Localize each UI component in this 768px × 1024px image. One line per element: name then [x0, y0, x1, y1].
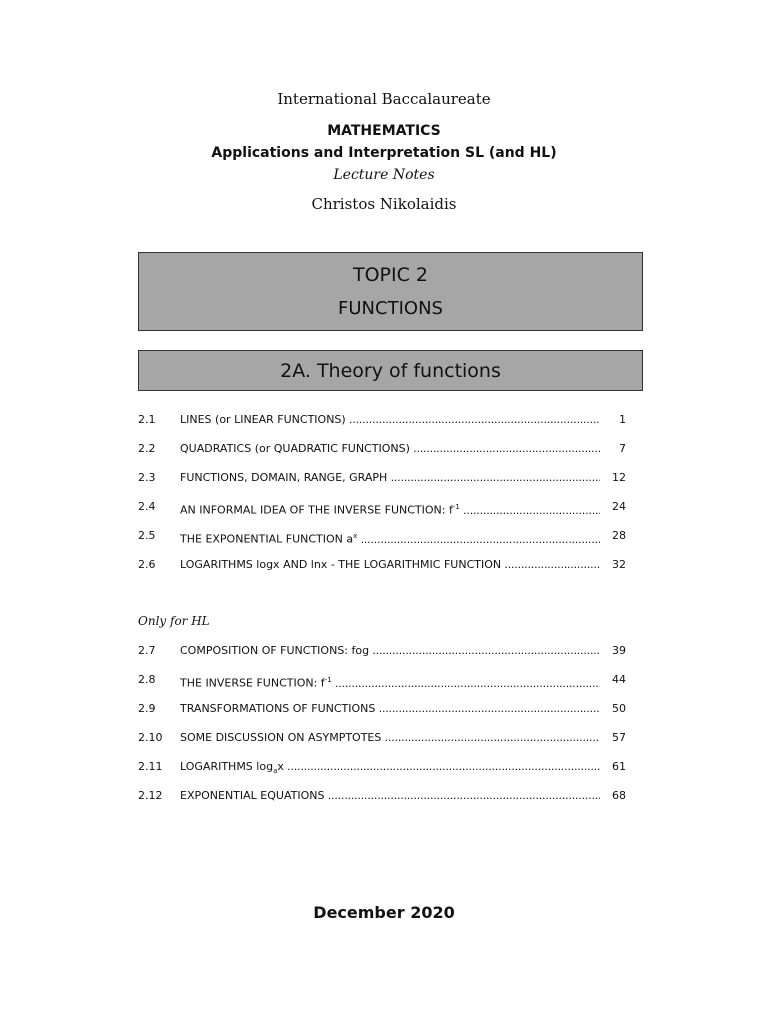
toc-entry-title	[180, 442, 600, 456]
toc-entry-title	[180, 644, 600, 658]
toc-entry-title-text: THE INVERSE FUNCTION: f	[180, 676, 325, 690]
toc-entry-number: 2.4	[138, 500, 156, 513]
toc-entry	[138, 702, 626, 731]
toc-entry-number: 2.7	[138, 644, 156, 657]
toc-entry-title-suffix: x	[277, 760, 284, 773]
toc-entry-page: 44	[612, 673, 626, 686]
toc-entry-title	[180, 558, 600, 572]
toc-entry-page: 28	[612, 529, 626, 542]
toc-entry-page: 61	[612, 760, 626, 773]
institution-name: International Baccalaureate	[277, 90, 491, 108]
toc-entry-number: 2.8	[138, 673, 156, 686]
toc-entry	[138, 413, 626, 442]
toc-entry-title	[180, 760, 600, 778]
toc-entry-page: 57	[612, 731, 626, 744]
toc-entry-title-text: QUADRATICS (or QUADRATIC FUNCTIONS)	[180, 442, 410, 455]
toc-entry-number: 2.3	[138, 471, 156, 484]
toc-entry-title	[180, 471, 600, 485]
course-title: Applications and Interpretation SL (and HL)	[211, 145, 557, 161]
toc-hl	[138, 644, 626, 818]
toc-entry-page: 50	[612, 702, 626, 715]
toc-entry-number: 2.9	[138, 702, 156, 715]
toc-entry-superscript: -1	[452, 503, 460, 511]
toc-entry-number: 2.12	[138, 789, 163, 802]
toc-entry	[138, 731, 626, 760]
hl-label: Only for HL	[138, 614, 210, 628]
toc-entry-title	[180, 731, 600, 745]
toc-entry-subscript: a	[273, 767, 278, 776]
toc-entry	[138, 529, 626, 558]
toc-entry	[138, 789, 626, 818]
toc-entry	[138, 558, 626, 587]
toc-entry-title-text: COMPOSITION OF FUNCTIONS: fog	[180, 644, 370, 657]
toc-entry-title-text: LOGARITHMS log	[180, 760, 274, 773]
toc-entry-title-text: AN INFORMAL IDEA OF THE INVERSE FUNCTION: f	[180, 503, 453, 517]
toc-entry-title-text: TRANSFORMATIONS OF FUNCTIONS	[180, 702, 376, 715]
toc-entry-title-text: SOME DISCUSSION ON ASYMPTOTES	[180, 731, 382, 744]
subject-title: MATHEMATICS	[327, 123, 441, 139]
toc-entry-page: 24	[612, 500, 626, 513]
toc-entry-page: 39	[612, 644, 626, 657]
toc-entry-title	[180, 673, 600, 691]
topic-number: TOPIC 2	[352, 264, 429, 286]
toc-entry	[138, 673, 626, 702]
toc-entry	[138, 760, 626, 789]
toc-entry-page: 7	[619, 442, 626, 455]
toc-entry-page: 32	[612, 558, 626, 571]
toc-entry-title	[180, 789, 600, 803]
toc-entry-page: 1	[619, 413, 626, 426]
toc-entry	[138, 442, 626, 471]
toc-entry-title	[180, 529, 600, 547]
toc-entry-title-text: LINES (or LINEAR FUNCTIONS)	[180, 413, 346, 426]
toc-entry-title-text: THE EXPONENTIAL FUNCTION a	[180, 532, 354, 546]
toc-entry	[138, 500, 626, 529]
topic-title: FUNCTIONS	[338, 298, 443, 319]
toc-sl	[138, 413, 626, 587]
publication-date: December 2020	[313, 903, 455, 922]
toc-entry-number: 2.1	[138, 413, 156, 426]
document-type: Lecture Notes	[333, 167, 435, 183]
toc-entry	[138, 644, 626, 673]
author-name: Christos Nikolaidis	[311, 195, 457, 213]
toc-entry-superscript: x	[353, 532, 358, 540]
toc-entry-title-text: FUNCTIONS, DOMAIN, RANGE, GRAPH	[180, 471, 388, 484]
toc-entry-title-text: EXPONENTIAL EQUATIONS	[180, 789, 325, 802]
toc-entry-page: 68	[612, 789, 626, 802]
topic-box	[138, 252, 643, 331]
toc-entry-title	[180, 702, 600, 716]
toc-entry-number: 2.10	[138, 731, 163, 744]
toc-entry-superscript: -1	[324, 676, 332, 684]
document-header	[0, 90, 768, 213]
toc-entry-number: 2.6	[138, 558, 156, 571]
toc-entry-title	[180, 500, 600, 518]
toc-entry-page: 12	[612, 471, 626, 484]
toc-entry-number: 2.5	[138, 529, 156, 542]
toc-entry	[138, 471, 626, 500]
toc-entry-title	[180, 413, 600, 427]
section-heading: 2A. Theory of functions	[138, 350, 643, 391]
toc-entry-number: 2.11	[138, 760, 163, 773]
toc-entry-title-text: LOGARITHMS logx AND lnx - THE LOGARITHMIC FUNCTION	[180, 558, 502, 571]
toc-entry-number: 2.2	[138, 442, 156, 455]
